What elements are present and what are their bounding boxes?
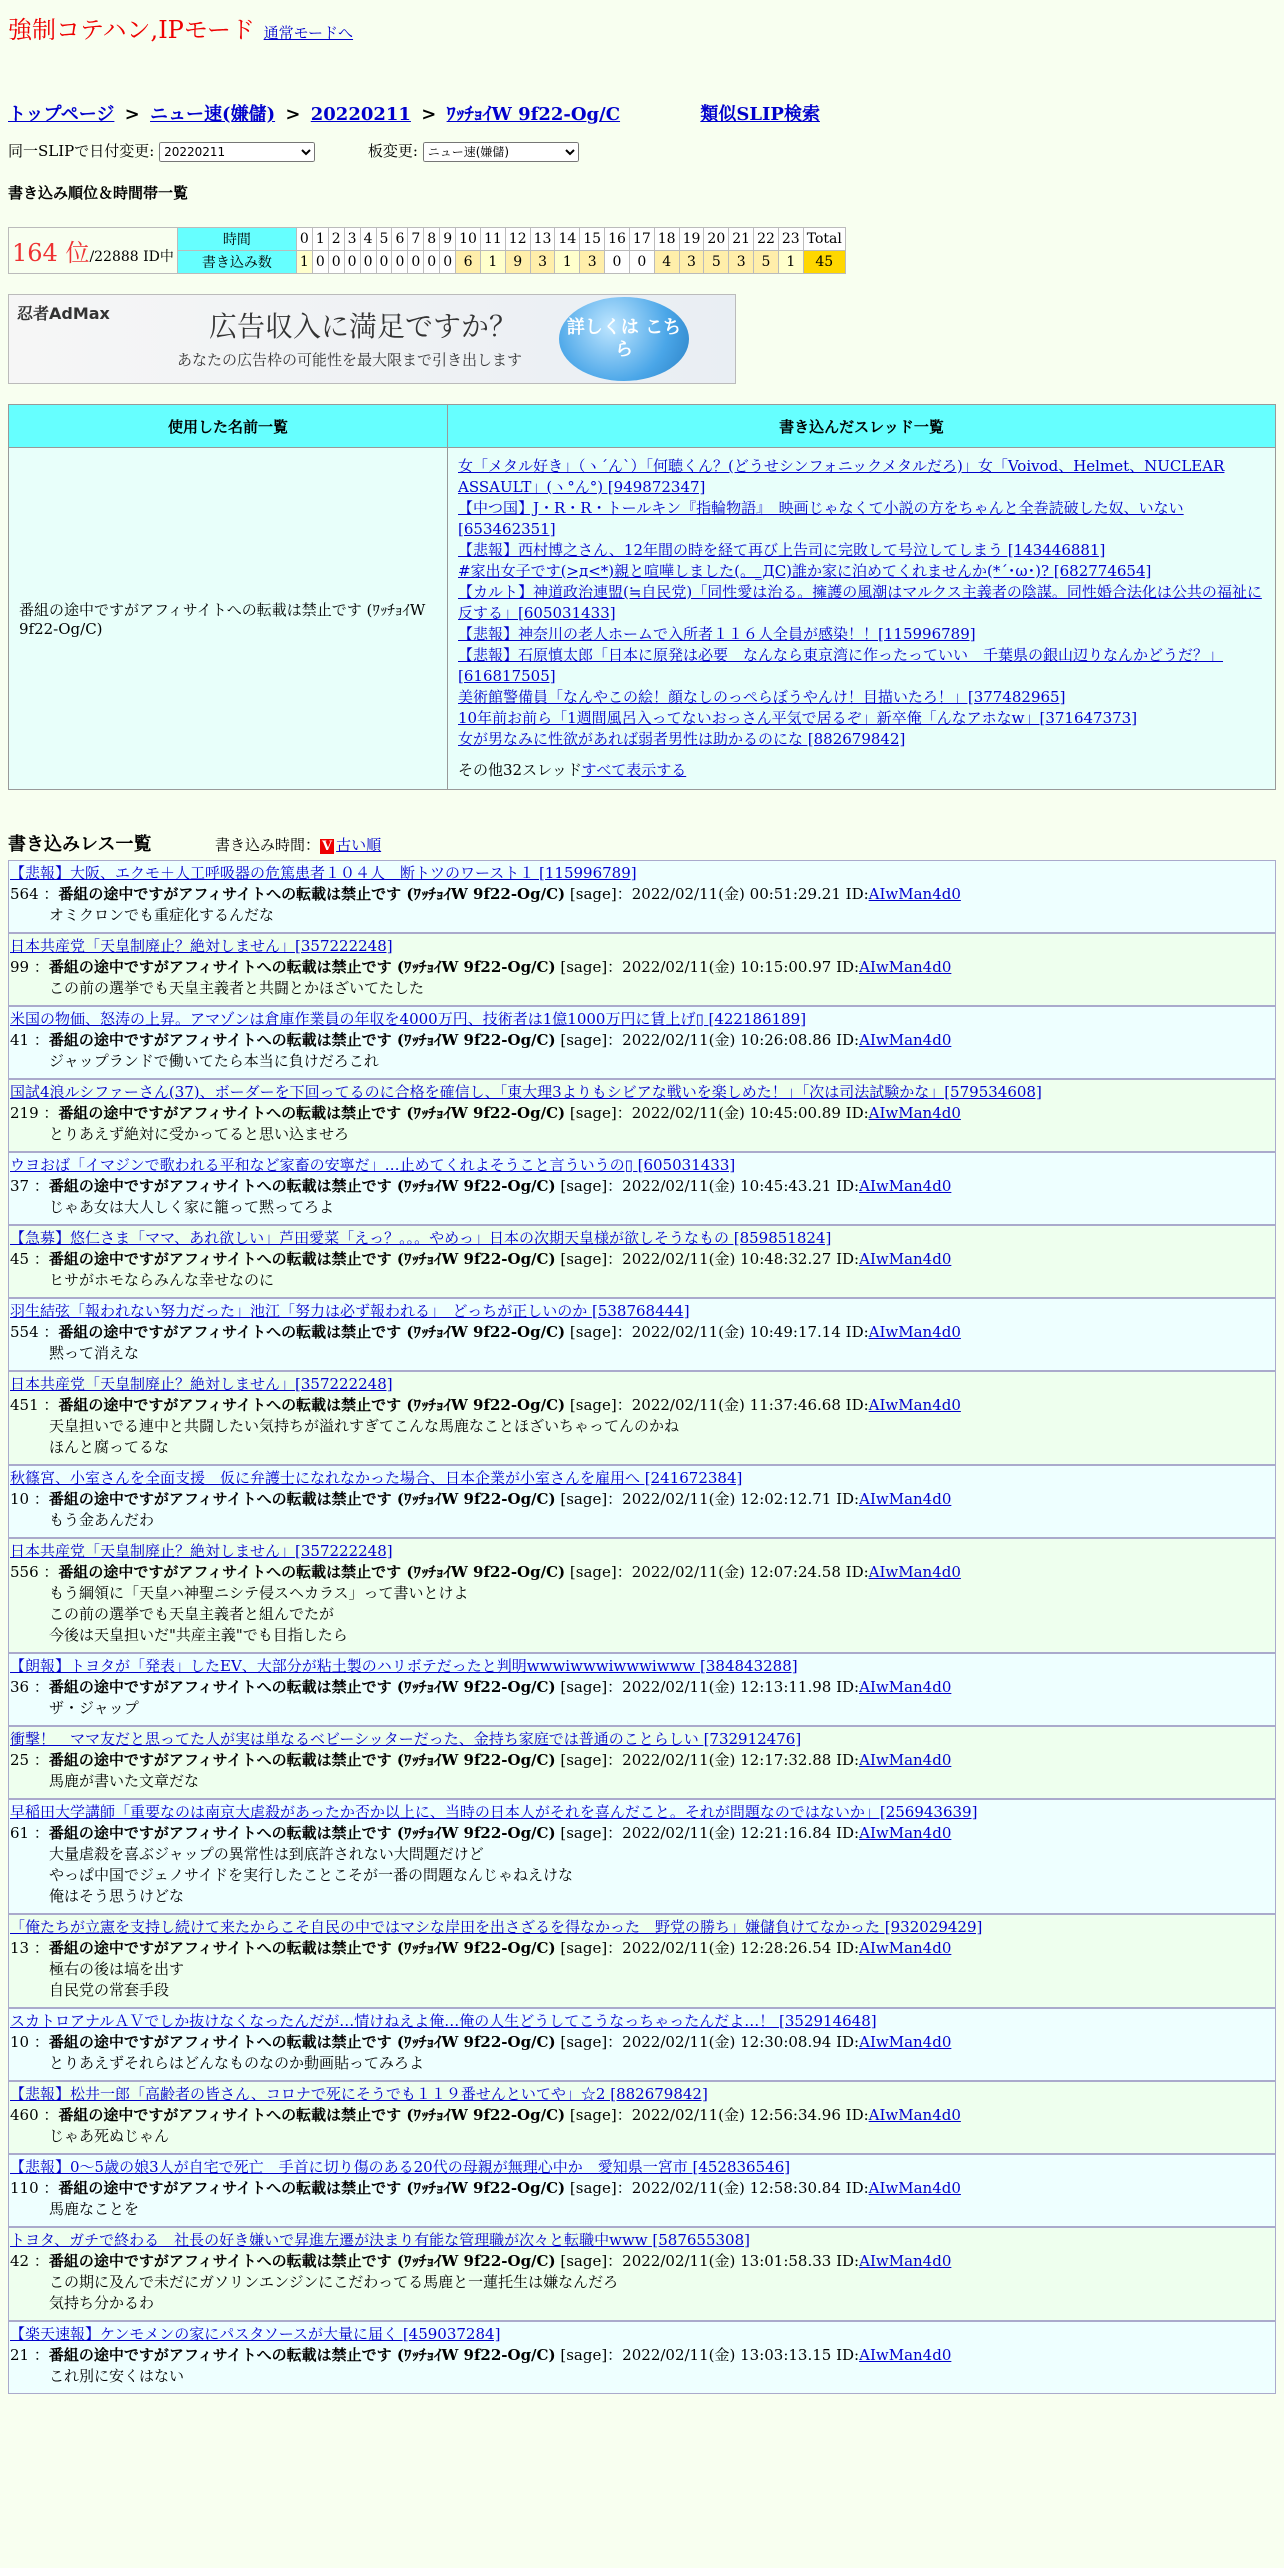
post-name: 番組の途中ですがアフィサイトへの転載は禁止です (ﾜｯﾁｮｲW 9f22-Og/C) <box>48 1824 556 1842</box>
thread-link[interactable]: 【カルト】神道政治連盟(≒自民党)「同性愛は治る。擁護の風潮はマルクス主義者の陰謀。同性婚合法化は公共の福祉に反する」[605031433] <box>458 583 1262 622</box>
hour-cell: 12 <box>505 228 530 251</box>
post <box>8 1538 1276 1653</box>
post <box>8 1465 1276 1538</box>
count-cell: 0 <box>312 251 328 274</box>
post-thread-link[interactable]: スカトロアナルＡＶでしか抜けなくなったんだが…情けねえよ俺…俺の人生どうしてこうなっちゃったんだよ…！ [352914648] <box>10 2012 877 2030</box>
board-select[interactable] <box>423 142 579 162</box>
hour-cell: 20 <box>704 228 729 251</box>
post <box>8 1799 1276 1914</box>
hour-cell: 8 <box>424 228 440 251</box>
post-colon: ： <box>38 1396 59 1414</box>
post-colon: ： <box>29 1678 49 1696</box>
post-thread-link[interactable]: 秋篠宮、小室さんを全面支援 仮に弁護士になれなかった場合、日本企業が小室さんを雇用へ [241672384] <box>10 1469 743 1487</box>
post-colon: ： <box>29 2033 49 2051</box>
thread-link[interactable]: 美術館警備員「なんやこの絵！顔なしのっぺらぼうやんけ！目描いたろ！」[377482965] <box>458 688 1066 706</box>
thread-list-item <box>458 540 1265 561</box>
post <box>8 1006 1276 1079</box>
post <box>8 1653 1276 1726</box>
names-column-header: 使用した名前一覧 <box>9 405 448 448</box>
thread-list <box>458 456 1265 750</box>
ad-banner[interactable] <box>8 294 736 384</box>
post <box>8 2227 1276 2321</box>
post-colon: ： <box>38 1323 59 1341</box>
post-thread-link[interactable]: 羽生結弦「報われない努力だった」池江「努力は必ず報われる」 どっちが正しいのか [538768444] <box>10 1302 690 1320</box>
thread-list-item <box>458 582 1265 624</box>
post-body-line: これ別に安くはない <box>49 2367 185 2385</box>
post-meta: [sage]：2022/02/11(金) 10:48:32.27 ID: <box>560 1250 860 1268</box>
names-threads-table <box>8 404 1276 790</box>
ranking-section-title: 書き込み順位＆時間帯一覧 <box>8 184 189 202</box>
count-cell: 3 <box>679 251 704 274</box>
post-id-link[interactable]: AIwMan4d0 <box>868 2106 961 2124</box>
post-body-line: この期に及んで未だにガソリンエンジンにこだわってる馬鹿と一蓮托生は嫌なんだろ <box>49 2273 619 2291</box>
post-name: 番組の途中ですがアフィサイトへの転載は禁止です (ﾜｯﾁｮｲW 9f22-Og/C) <box>58 2106 566 2124</box>
post-body-line: ザ・ジャップ <box>49 1699 139 1717</box>
count-cell: 9 <box>505 251 530 274</box>
posts-list <box>8 860 1276 2394</box>
post-id-link[interactable]: AIwMan4d0 <box>868 2179 961 2197</box>
hour-cell: 1 <box>312 228 328 251</box>
post-number: 41 <box>10 1031 30 1049</box>
count-cell: 0 <box>328 251 344 274</box>
post-body-line: 大量虐殺を喜ぶジャップの異常性は到底許されない大問題だけど <box>49 1845 484 1863</box>
hour-cell: 0 <box>296 228 312 251</box>
post-number: 99 <box>10 958 30 976</box>
post-number: 10 <box>10 2033 30 2051</box>
count-cell: 0 <box>424 251 440 274</box>
post <box>8 1225 1276 1298</box>
post-colon: ： <box>29 1490 49 1508</box>
breadcrumb-sep: > <box>124 104 140 125</box>
post <box>8 2321 1276 2394</box>
post-meta: [sage]：2022/02/11(金) 12:28:26.54 ID: <box>560 1939 860 1957</box>
post-thread-link[interactable]: 国試4浪ルシファーさん(37)、ボーダーを下回ってるのに合格を確信し、「東大理3よりもシビアな戦いを楽しめた！」「次は司法試験かな」[579534608] <box>10 1083 1042 1101</box>
rank-number: 164 位 <box>12 239 90 267</box>
ad-details-button[interactable]: 詳しくは こちら <box>559 297 689 381</box>
post-meta: [sage]：2022/02/11(金) 13:01:58.33 ID: <box>560 2252 860 2270</box>
post-colon: ： <box>29 1031 49 1049</box>
post-name: 番組の途中ですがアフィサイトへの転載は禁止です (ﾜｯﾁｮｲW 9f22-Og/C) <box>58 1104 566 1122</box>
post-name: 番組の途中ですがアフィサイトへの転載は禁止です (ﾜｯﾁｮｲW 9f22-Og/C) <box>48 1751 556 1769</box>
post-name: 番組の途中ですがアフィサイトへの転載は禁止です (ﾜｯﾁｮｲW 9f22-Og/C) <box>48 1177 556 1195</box>
post-meta-line <box>9 1938 1275 1959</box>
post-number: 110 <box>10 2179 39 2197</box>
thread-list-item <box>458 624 1265 645</box>
post-body-line: じゃあ女は大人しく家に籠って黙ってろよ <box>49 1198 335 1216</box>
post-colon: ： <box>38 1104 59 1122</box>
post-thread-link[interactable]: 【朗報】トヨタが「発表」したEV、大部分が粘土製のハリボテだったと判明wwwiwwwiwwwiwww [384843288] <box>10 1657 798 1675</box>
post-colon: ： <box>38 1563 59 1581</box>
post-body-line: やっぱ中国でジェノサイドを実行したことこそが一番の問題なんじゃねえけな <box>49 1866 573 1884</box>
post-name: 番組の途中ですがアフィサイトへの転載は禁止です (ﾜｯﾁｮｲW 9f22-Og/C) <box>48 2346 556 2364</box>
hour-cell: 7 <box>408 228 424 251</box>
thread-list-item <box>458 456 1265 498</box>
post-meta-line <box>9 1103 1275 1124</box>
hour-cell: 11 <box>480 228 505 251</box>
post-name: 番組の途中ですがアフィサイトへの転載は禁止です (ﾜｯﾁｮｲW 9f22-Og/C) <box>48 2033 556 2051</box>
post-body-line: オミクロンでも重症化するんだな <box>49 906 275 924</box>
post-meta: [sage]：2022/02/11(金) 10:15:00.97 ID: <box>560 958 860 976</box>
post <box>8 1726 1276 1799</box>
post-meta: [sage]：2022/02/11(金) 10:45:43.21 ID: <box>560 1177 860 1195</box>
post-colon: ： <box>29 2252 49 2270</box>
hour-cell: 21 <box>729 228 754 251</box>
count-cell: 3 <box>580 251 605 274</box>
count-cell: 0 <box>392 251 408 274</box>
post-meta-line <box>9 957 1275 978</box>
post-number: 13 <box>10 1939 30 1957</box>
post-thread-link[interactable]: ウヨおば「イマジンで歌われる平和など家畜の安寧だ」…止めてくれよそうこと言ういうの▯ [605031433] <box>10 1156 736 1174</box>
post-name: 番組の途中ですがアフィサイトへの転載は禁止です (ﾜｯﾁｮｲW 9f22-Og/C) <box>48 2252 556 2270</box>
post-meta-line <box>9 1562 1275 1583</box>
hour-cell: 4 <box>360 228 376 251</box>
post-meta: [sage]：2022/02/11(金) 12:07:24.58 ID: <box>569 1563 869 1581</box>
similar-slip-search-link[interactable]: 類似SLIP検索 <box>700 104 820 125</box>
post-body-line: 俺はそう思うけどな <box>49 1887 185 1905</box>
used-name: 番組の途中ですがアフィサイトへの転載は禁止です (ﾜｯﾁｮｲW 9f22-Og/C) <box>9 448 448 790</box>
post-body-line: 気持ち分かるわ <box>49 2294 155 2312</box>
post-id-link[interactable]: AIwMan4d0 <box>859 958 952 976</box>
breadcrumb-sep: > <box>421 104 437 125</box>
count-header: 書き込み数 <box>177 251 296 274</box>
normal-mode-link[interactable]: 通常モードへ <box>263 24 354 42</box>
post-id-link[interactable]: AIwMan4d0 <box>868 1563 961 1581</box>
post-colon: ： <box>29 1177 49 1195</box>
post <box>8 1079 1276 1152</box>
post-meta-line <box>9 2178 1275 2199</box>
post-number: 61 <box>10 1824 30 1842</box>
post <box>8 1152 1276 1225</box>
count-total-cell: 45 <box>803 251 845 274</box>
post-colon: ： <box>29 2346 49 2364</box>
other-threads-count: その他32スレッド <box>458 761 582 779</box>
post-id-link[interactable]: AIwMan4d0 <box>859 1678 952 1696</box>
ad-subtext: あなたの広告枠の可能性を最大限まで引き出します <box>177 351 523 369</box>
sort-oldest-link[interactable]: 古い順 <box>336 836 382 854</box>
thread-link[interactable]: #家出女子です(>д<*)親と喧嘩しました(。_ДC)誰か家に泊めてくれませんか(*´･ω･)? [682774654] <box>458 562 1152 580</box>
post-name: 番組の途中ですがアフィサイトへの転載は禁止です (ﾜｯﾁｮｲW 9f22-Og/C) <box>58 1563 566 1581</box>
post-meta: [sage]：2022/02/11(金) 12:56:34.96 ID: <box>569 2106 869 2124</box>
ranking-table <box>8 227 846 274</box>
post-number: 451 <box>10 1396 39 1414</box>
post-meta: [sage]：2022/02/11(金) 13:03:13.15 ID: <box>560 2346 860 2364</box>
post-number: 554 <box>10 1323 39 1341</box>
post-name: 番組の途中ですがアフィサイトへの転載は禁止です (ﾜｯﾁｮｲW 9f22-Og/C) <box>48 1031 556 1049</box>
post <box>8 2081 1276 2154</box>
post-number: 10 <box>10 1490 30 1508</box>
date-select[interactable] <box>159 142 315 162</box>
post-name: 番組の途中ですがアフィサイトへの転載は禁止です (ﾜｯﾁｮｲW 9f22-Og/C) <box>48 1939 556 1957</box>
post-body-line: 天皇担いでる連中と共闘したい気持ちが溢れすぎてこんな馬鹿なことほざいちゃってんのかね <box>49 1417 680 1435</box>
post-name: 番組の途中ですがアフィサイトへの転載は禁止です (ﾜｯﾁｮｲW 9f22-Og/C) <box>58 1396 566 1414</box>
post-meta-line <box>9 1750 1275 1771</box>
post-meta-line <box>9 2251 1275 2272</box>
post-id-link[interactable]: AIwMan4d0 <box>859 1031 952 1049</box>
post-name: 番組の途中ですがアフィサイトへの転載は禁止です (ﾜｯﾁｮｲW 9f22-Og/C) <box>48 1678 556 1696</box>
board-change-label: 板変更: <box>367 142 418 160</box>
hour-cell: 5 <box>376 228 392 251</box>
post <box>8 2008 1276 2081</box>
post-meta-line <box>9 1176 1275 1197</box>
post-thread-link[interactable]: 米国の物価、怒涛の上昇。アマゾンは倉庫作業員の年収を4000万円、技術者は1億1000万円に賃上げ▯ [422186189] <box>10 1010 807 1028</box>
post-id-link[interactable]: AIwMan4d0 <box>868 1104 961 1122</box>
post-body-line: この前の選挙でも天皇主義者と組んでたが <box>49 1605 335 1623</box>
post-meta-line <box>9 1322 1275 1343</box>
breadcrumb-slip[interactable]: ﾜｯﾁｮｲW 9f22-Og/C <box>446 104 621 125</box>
post-thread-link[interactable]: 【悲報】松井一郎「高齢者の皆さん、コロナで死にそうでも１１９番せんといてや」☆2 [882679842] <box>10 2085 708 2103</box>
hour-cell: 2 <box>328 228 344 251</box>
post-name: 番組の途中ですがアフィサイトへの転載は禁止です (ﾜｯﾁｮｲW 9f22-Og/C) <box>58 2179 566 2197</box>
post-body-line: 馬鹿が書いた文章だな <box>49 1772 200 1790</box>
post-thread-link[interactable]: 日本共産党「天皇制廃止？絶対しません」[357222248] <box>10 1542 393 1560</box>
post-id-link[interactable]: AIwMan4d0 <box>859 1939 952 1957</box>
thread-link[interactable]: 【悲報】西村博之さん、12年間の時を経て再び上告司に完敗して号泣してしまう [143446881] <box>458 541 1106 559</box>
other-threads-line <box>458 760 1265 781</box>
thread-link[interactable]: 【悲報】石原慎太郎「日本に原発は必要 なんなら東京湾に作ったっていい 千葉県の銀山辺りなんかどうだ？」[616817505] <box>458 646 1224 685</box>
post-name: 番組の途中ですがアフィサイトへの転載は禁止です (ﾜｯﾁｮｲW 9f22-Og/C) <box>58 1323 566 1341</box>
post-thread-link[interactable]: 「俺たちが立憲を支持し続けて来たからこそ自民の中ではマシな岸田を出さざるを得なかった 野党の勝ち」嫌儲負けてなかった [932029429] <box>10 1918 983 1936</box>
post <box>8 1914 1276 2008</box>
post-body-line: じゃあ死ぬじゃん <box>49 2127 170 2145</box>
breadcrumb-board[interactable]: ニュー速(嫌儲) <box>150 104 276 125</box>
post-number: 25 <box>10 1751 30 1769</box>
post-body-line: 黙って消えな <box>49 1344 140 1362</box>
post-meta: [sage]：2022/02/11(金) 10:26:08.86 ID: <box>560 1031 860 1049</box>
post-id-link[interactable]: AIwMan4d0 <box>868 885 961 903</box>
thread-link[interactable]: 10年前お前ら「1週間風呂入ってないおっさん平気で居るぞ」新卒俺「んなアホなw」[371647373] <box>458 709 1138 727</box>
post-number: 219 <box>10 1104 39 1122</box>
thread-link[interactable]: 女が男なみに性欲があれば弱者男性は助かるのにな [882679842] <box>458 730 906 748</box>
select-bar <box>8 140 1276 164</box>
post-body-line: もう金あんだわ <box>49 1511 155 1529</box>
breadcrumb-top[interactable]: トップページ <box>8 104 115 125</box>
post-id-link[interactable]: AIwMan4d0 <box>859 1490 952 1508</box>
post-number: 42 <box>10 2252 30 2270</box>
post-meta-line <box>9 1489 1275 1510</box>
count-cell: 0 <box>376 251 392 274</box>
post-meta: [sage]：2022/02/11(金) 12:02:12.71 ID: <box>560 1490 860 1508</box>
count-cell: 5 <box>704 251 729 274</box>
posts-header <box>8 830 1276 860</box>
post <box>8 1298 1276 1371</box>
post-body-line: とりあえずそれらはどんなものなのか動画貼ってみろよ <box>49 2054 425 2072</box>
post-number: 21 <box>10 2346 30 2364</box>
hour-cell: 16 <box>605 228 630 251</box>
breadcrumb-sep: > <box>285 104 301 125</box>
post-id-link[interactable]: AIwMan4d0 <box>859 2346 952 2364</box>
hour-cell: 18 <box>654 228 679 251</box>
thread-link[interactable]: 女「メタル好き」（ヽ´ん`）「何聴くん？(どうせシンフォニックメタルだろ)」女「Voivod、Helmet、NUCLEAR ASSAULT」(ヽ°ん°) [949872347] <box>458 457 1225 496</box>
post-meta: [sage]：2022/02/11(金) 10:45:00.89 ID: <box>569 1104 869 1122</box>
post-number: 564 <box>10 885 39 903</box>
time-header: 時間 <box>177 228 296 251</box>
post-number: 556 <box>10 1563 39 1581</box>
post-body-line: 自民党の常套手段 <box>49 1981 170 1999</box>
hour-cell: 10 <box>456 228 481 251</box>
post-meta: [sage]：2022/02/11(金) 00:51:29.21 ID: <box>569 885 869 903</box>
post-id-link[interactable]: AIwMan4d0 <box>859 2252 952 2270</box>
hour-cell: Total <box>803 228 845 251</box>
hour-cell: 17 <box>629 228 654 251</box>
ad-logo: 忍者AdMax <box>17 304 110 323</box>
post-meta: [sage]：2022/02/11(金) 12:17:32.88 ID: <box>560 1751 860 1769</box>
post-name: 番組の途中ですがアフィサイトへの転載は禁止です (ﾜｯﾁｮｲW 9f22-Og/C) <box>48 1250 556 1268</box>
count-cell: 0 <box>440 251 456 274</box>
post-id-link[interactable]: AIwMan4d0 <box>868 1323 961 1341</box>
hour-cell: 19 <box>679 228 704 251</box>
post-body-line: ヒサがホモならみんな幸せなのに <box>49 1271 275 1289</box>
thread-list-item <box>458 561 1265 582</box>
post-colon: ： <box>29 1250 49 1268</box>
post-number: 36 <box>10 1678 30 1696</box>
post-body-line: 今後は天皇担いだ"共産主義"でも目指したら <box>49 1626 348 1644</box>
post-meta-line <box>9 2032 1275 2053</box>
post-meta-line <box>9 2105 1275 2126</box>
post-id-link[interactable]: AIwMan4d0 <box>868 1396 961 1414</box>
post-id-link[interactable]: AIwMan4d0 <box>859 1824 952 1842</box>
count-cell: 1 <box>296 251 312 274</box>
post-meta: [sage]：2022/02/11(金) 12:21:16.84 ID: <box>560 1824 860 1842</box>
rank-cell <box>9 228 178 274</box>
post-thread-link[interactable]: 衝撃！ ママ友だと思ってた人が実は単なるベビーシッターだった、金持ち家庭では普通のことらしい [732912476] <box>10 1730 802 1748</box>
post <box>8 860 1276 933</box>
count-cell: 0 <box>360 251 376 274</box>
post-thread-link[interactable]: トヨタ、ガチで終わる 社長の好き嫌いで昇進左遷が決まり有能な管理職が次々と転職中www [587655308] <box>10 2231 750 2249</box>
post-meta: [sage]：2022/02/11(金) 12:30:08.94 ID: <box>560 2033 860 2051</box>
breadcrumb-date[interactable]: 20220211 <box>310 104 411 125</box>
post-thread-link[interactable]: 【楽天速報】ケンモメンの家にパスタソースが大量に届く [459037284] <box>10 2325 501 2343</box>
post-id-link[interactable]: AIwMan4d0 <box>859 2033 952 2051</box>
post-colon: ： <box>38 2179 59 2197</box>
count-cell: 3 <box>729 251 754 274</box>
post-meta-line <box>9 2345 1275 2366</box>
hour-cell: 22 <box>754 228 779 251</box>
post-meta: [sage]：2022/02/11(金) 11:37:46.68 ID: <box>569 1396 869 1414</box>
posts-title: 書き込みレス一覧 <box>8 834 152 855</box>
count-cell: 1 <box>480 251 505 274</box>
breadcrumb <box>8 100 1276 128</box>
thread-list-item <box>458 687 1265 708</box>
hour-cell: 3 <box>344 228 360 251</box>
post-colon: ： <box>29 1824 49 1842</box>
post-number: 37 <box>10 1177 30 1195</box>
threads-column-header: 書き込んだスレッド一覧 <box>448 405 1276 448</box>
post-body-line: この前の選挙でも天皇主義者と共闘とかほざいてたした <box>49 979 425 997</box>
sort-control <box>215 834 381 855</box>
post-meta-line <box>9 1823 1275 1844</box>
hour-cell: 15 <box>580 228 605 251</box>
thread-link[interactable]: 【悲報】神奈川の老人ホームで入所者１１６人全員が感染！！[115996789] <box>458 625 976 643</box>
post-id-link[interactable]: AIwMan4d0 <box>859 1751 952 1769</box>
count-cell: 0 <box>344 251 360 274</box>
post-meta: [sage]：2022/02/11(金) 12:13:11.98 ID: <box>560 1678 860 1696</box>
count-cell: 0 <box>605 251 630 274</box>
post-number: 460 <box>10 2106 39 2124</box>
count-cell: 6 <box>456 251 481 274</box>
post-colon: ： <box>29 1939 49 1957</box>
count-cell: 5 <box>754 251 779 274</box>
post <box>8 2154 1276 2227</box>
post-body-line: 極右の後は塙を出す <box>49 1960 185 1978</box>
post-meta-line <box>9 1249 1275 1270</box>
thread-list-item <box>458 498 1265 540</box>
post <box>8 933 1276 1006</box>
post-meta-line <box>9 884 1275 905</box>
hour-cell: 23 <box>778 228 803 251</box>
post-name: 番組の途中ですがアフィサイトへの転載は禁止です (ﾜｯﾁｮｲW 9f22-Og/C) <box>58 885 566 903</box>
thread-link[interactable]: 【中つ国】J・R・R・トールキン『指輪物語』 映画じゃなくて小説の方をちゃんと全巻読破した奴、いない [653462351] <box>458 499 1184 538</box>
post-id-link[interactable]: AIwMan4d0 <box>859 1177 952 1195</box>
post-thread-link[interactable]: 【悲報】0～5歳の娘3人が自宅で死亡 手首に切り傷のある20代の母親が無理心中か 愛知県一宮市 [452836546] <box>10 2158 791 2176</box>
hour-cell: 13 <box>530 228 555 251</box>
post-meta: [sage]：2022/02/11(金) 10:49:17.14 ID: <box>569 1323 869 1341</box>
post-thread-link[interactable]: 日本共産党「天皇制廃止？絶対しません」[357222248] <box>10 937 393 955</box>
mode-header <box>8 10 1276 44</box>
post-colon: ： <box>29 1751 49 1769</box>
post-thread-link[interactable]: 日本共産党「天皇制廃止？絶対しません」[357222248] <box>10 1375 393 1393</box>
post-meta: [sage]：2022/02/11(金) 12:58:30.84 ID: <box>569 2179 869 2197</box>
post-thread-link[interactable]: 【急募】悠仁さま「ママ、あれ欲しい」芦田愛菜「えっ？。。。やめっ」日本の次期天皇様が欲しそうなもの [859851824] <box>10 1229 832 1247</box>
date-change-label: 同一SLIPで日付変更: <box>8 142 155 160</box>
hour-cell: 14 <box>555 228 580 251</box>
mode-title: 強制コテハン,IPモード <box>8 16 255 44</box>
post-name: 番組の途中ですがアフィサイトへの転載は禁止です (ﾜｯﾁｮｲW 9f22-Og/C) <box>48 1490 556 1508</box>
count-cell: 0 <box>629 251 654 274</box>
post-number: 45 <box>10 1250 30 1268</box>
post-body-line: ジャップランドで働いてたら本当に負けだろこれ <box>49 1052 379 1070</box>
count-cell: 4 <box>654 251 679 274</box>
thread-list-item <box>458 708 1265 729</box>
count-cell: 3 <box>530 251 555 274</box>
thread-list-item <box>458 645 1265 687</box>
count-cell: 0 <box>408 251 424 274</box>
count-cell: 1 <box>778 251 803 274</box>
post-colon: ： <box>38 2106 59 2124</box>
post-body-line: もう綱領に「天皇ハ神聖ニシテ侵スヘカラス」って書いとけよ <box>49 1584 469 1602</box>
count-cell: 1 <box>555 251 580 274</box>
post-thread-link[interactable]: 【悲報】大阪、エクモ＋人工呼吸器の危篤患者１０４人 断トツのワースト１ [115996789] <box>10 864 637 882</box>
hour-cell: 9 <box>440 228 456 251</box>
ad-headline: 広告収入に満足ですか？ <box>209 310 518 343</box>
sort-label: 書き込み時間： <box>215 836 321 854</box>
post-colon: ： <box>29 958 49 976</box>
post-name: 番組の途中ですがアフィサイトへの転載は禁止です (ﾜｯﾁｮｲW 9f22-Og/C) <box>48 958 556 976</box>
post-colon: ： <box>38 885 59 903</box>
post <box>8 1371 1276 1465</box>
thread-list-cell <box>448 448 1276 790</box>
show-all-threads-link[interactable]: すべて表示する <box>581 761 687 779</box>
post-meta-line <box>9 1030 1275 1051</box>
post-body-line: とりあえず絶対に受かってると思い込ませろ <box>49 1125 350 1143</box>
post-meta-line <box>9 1677 1275 1698</box>
post-meta-line <box>9 1395 1275 1416</box>
post-body-line: ほんと腐ってるな <box>49 1438 170 1456</box>
sort-arrow-icon: V <box>322 839 333 854</box>
post-id-link[interactable]: AIwMan4d0 <box>859 1250 952 1268</box>
thread-list-item <box>458 729 1265 750</box>
rank-total-ids: /22888 ID中 <box>89 249 174 265</box>
hour-cell: 6 <box>392 228 408 251</box>
post-body-line: 馬鹿なことを <box>49 2200 140 2218</box>
post-thread-link[interactable]: 早稲田大学講師「重要なのは南京大虐殺があったか否か以上に、当時の日本人がそれを喜んだこと。それが問題なのではないか」[256943639] <box>10 1803 978 1821</box>
